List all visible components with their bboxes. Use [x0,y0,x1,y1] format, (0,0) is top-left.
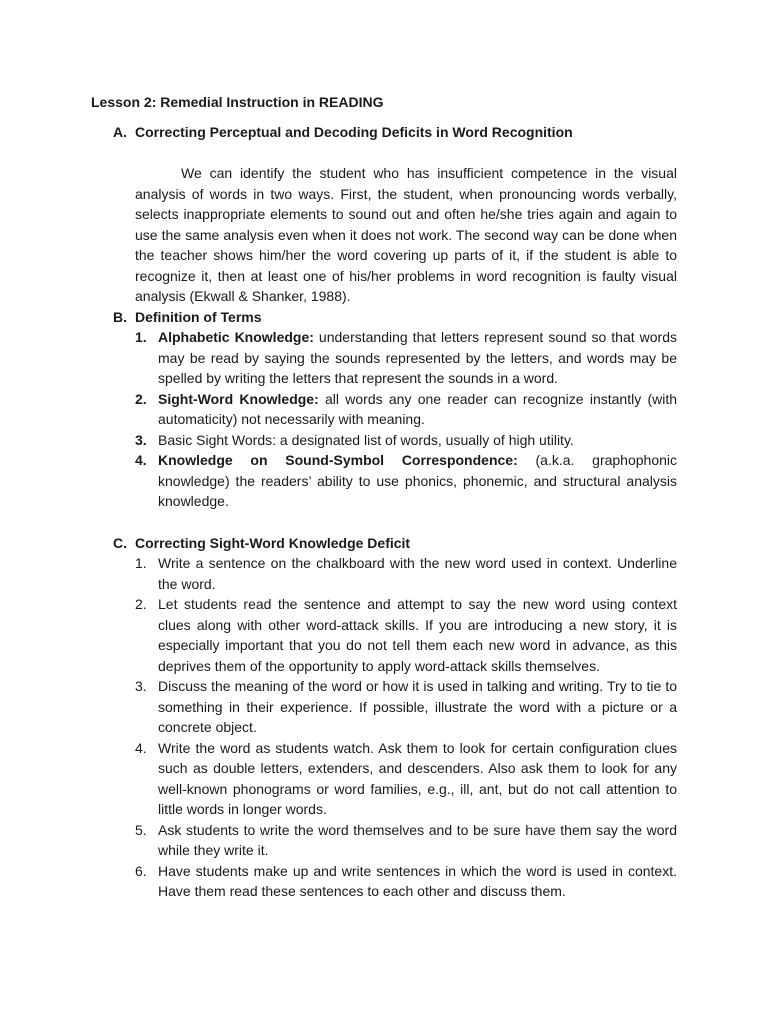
section-b-title: Definition of Terms [135,309,262,325]
step-item [135,594,677,676]
definition-number: 1. [135,329,147,345]
step-item [135,676,677,738]
section-c-heading [113,533,410,554]
step-number: 3. [135,678,147,694]
definition-term: Alphabetic Knowledge: [158,329,314,345]
step-number: 4. [135,739,147,756]
step-number: 5. [135,821,147,838]
step-text: Discuss the meaning of the word or how it is used in talking and writing. Try to tie to something in their experience. If possible, illustrate the word with a picture or a concrete object. [158,678,677,735]
definition-number: 3. [135,431,147,448]
step-item [135,861,677,902]
step-text: Write the word as students watch. Ask them to look for certain configuration clues such as double letters, extenders, and descenders. Also ask them to look for any well-known phonograms or word families, e.g., ill, ant, but do not call attention to little words in longer words. [158,739,677,817]
definition-item [135,389,677,430]
section-b-marker: B. [113,309,127,325]
step-number: 1. [135,555,147,571]
definition-text: understanding that letters represent sound so that words may be read by saying the sounds represented by the letters, and words may be spelled by writing the letters that represent the sounds in a word. [158,329,677,386]
definition-text: (a.k.a. graphophonic knowledge) the readers’ ability to use phonics, phonemic, and structural analysis knowledge. [158,452,678,509]
section-a-paragraph: We can identify the student who has insufficient competence in the visual analysis of words in two ways. First, the student, when pronouncing words verbally, selects inappropriate elements to sound out and often he/she tries again and again to use the same analysis even when it does not work. The second way can be done when the teacher shows him/her the word covering up parts of it, if the student is able to recognize it, then at least one of his/her problems in word recognition is faulty visual analysis (Ekwall & Shanker, 1988). [135,165,677,304]
definition-number: 4. [135,452,147,468]
definition-number: 2. [135,390,147,407]
definition-item [135,430,677,451]
section-a-heading [113,122,573,143]
step-text: Have students make up and write sentences in which the word is used in context. Have them read these sentences to each other and discuss them. [158,862,677,899]
step-number: 2. [135,596,147,612]
definition-item [135,450,677,512]
definition-text: Basic Sight Words: a designated list of words, usually of high utility. [158,431,574,448]
definition-term: Sight-Word Knowledge: [158,390,319,407]
step-text: Ask students to write the word themselves and to be sure have them say the word while they write it. [158,821,677,858]
definition-term: Knowledge on Sound-Symbol Correspondence: [158,452,518,468]
step-text: Let students read the sentence and attempt to say the new word using context clues along with other word-attack skills. If you are introducing a new story, it is especially important that you do not tell them each new word in advance, as this deprives them of the opportunity to apply word-attack skills themselves. [158,596,677,674]
section-b-heading [113,307,262,328]
lesson-title: Lesson 2: Remedial Instruction in READING [91,94,384,110]
definition-item [135,327,677,389]
section-c-marker: C. [113,535,127,551]
step-text: Write a sentence on the chalkboard with the new word used in context. Underline the word. [158,555,677,592]
steps-list [135,553,677,902]
step-item [135,738,677,820]
section-c-title: Correcting Sight-Word Knowledge Deficit [135,535,411,551]
section-a-title: Correcting Perceptual and Decoding Deficits in Word Recognition [135,124,573,140]
step-item [135,553,677,594]
section-a-marker: A. [113,124,127,140]
step-number: 6. [135,862,147,879]
step-item [135,820,677,861]
definition-text: all words any one reader can recognize instantly (with automaticity) not necessarily with meaning. [158,390,678,427]
definitions-list [135,327,677,512]
